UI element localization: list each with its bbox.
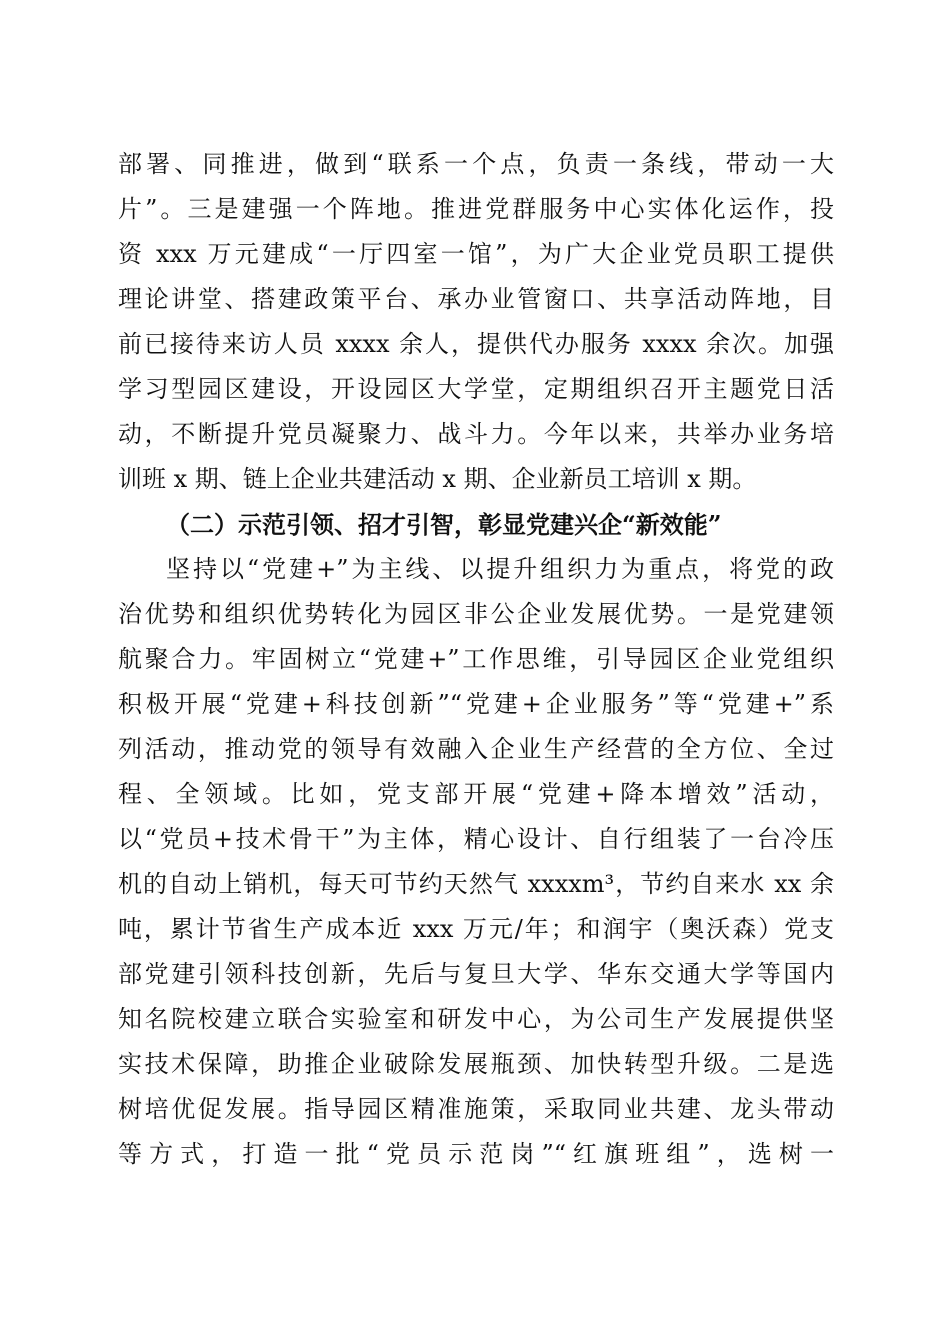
text-line: 前已接待来访人员 xxxx 余人，提供代办服务 xxxx 余次。加强	[118, 330, 834, 358]
text-line: 治优势和组织优势转化为园区非公企业发展优势。一是党建领	[118, 600, 834, 628]
paragraph-party-position	[118, 142, 834, 502]
paragraph-party-building-plus	[118, 547, 834, 1177]
text-line: 动，不断提升党员凝聚力、战斗力。今年以来，共举办业务培	[118, 420, 834, 448]
text-line: 部署、同推进，做到“联系一个点，负责一条线，带动一大	[118, 150, 834, 178]
text-line: 学习型园区建设，开设园区大学堂，定期组织召开主题党日活	[118, 375, 834, 403]
text-line: 坚持以“党建+”为主线、以提升组织力为重点，将党的政	[166, 555, 834, 583]
document-body	[118, 142, 834, 1177]
text-line: 积极开展“党建+科技创新”“党建+企业服务”等“党建+”系	[118, 690, 834, 718]
text-line: 以“党员+技术骨干”为主体，精心设计、自行组装了一台冷压	[118, 825, 834, 853]
text-line: 吨，累计节省生产成本近 xxx 万元/年；和润宇（奥沃森）党支	[118, 915, 834, 943]
text-line: 程、全领域。比如，党支部开展“党建+降本增效”活动，	[118, 780, 834, 808]
text-line: 片”。三是建强一个阵地。推进党群服务中心实体化运作，投	[118, 195, 834, 223]
text-line: 理论讲堂、搭建政策平台、承办业管窗口、共享活动阵地，目	[118, 285, 834, 313]
text-line: 知名院校建立联合实验室和研发中心，为公司生产发展提供坚	[118, 1005, 834, 1033]
text-line: 等方式，打造一批“党员示范岗”“红旗班组”，选树一	[118, 1140, 834, 1168]
text-line: 列活动，推动党的领导有效融入企业生产经营的全方位、全过	[118, 735, 834, 763]
text-line: 部党建引领科技创新，先后与复旦大学、华东交通大学等国内	[118, 960, 834, 988]
section-heading: （二）示范引领、招才引智，彰显党建兴企“新效能”	[166, 510, 722, 539]
text-line: 资 xxx 万元建成“一厅四室一馆”，为广大企业党员职工提供	[118, 240, 834, 268]
text-line: 实技术保障，助推企业破除发展瓶颈、加快转型升级。二是选	[118, 1050, 834, 1078]
text-line: 机的自动上销机，每天可节约天然气 xxxxm³，节约自来水 xx 余	[118, 870, 834, 898]
text-line: 树培优促发展。指导园区精准施策，采取同业共建、龙头带动	[118, 1095, 834, 1123]
text-line: 训班 x 期、链上企业共建活动 x 期、企业新员工培训 x 期。	[118, 465, 757, 493]
text-line: 航聚合力。牢固树立“党建+”工作思维，引导园区企业党组织	[118, 645, 834, 673]
